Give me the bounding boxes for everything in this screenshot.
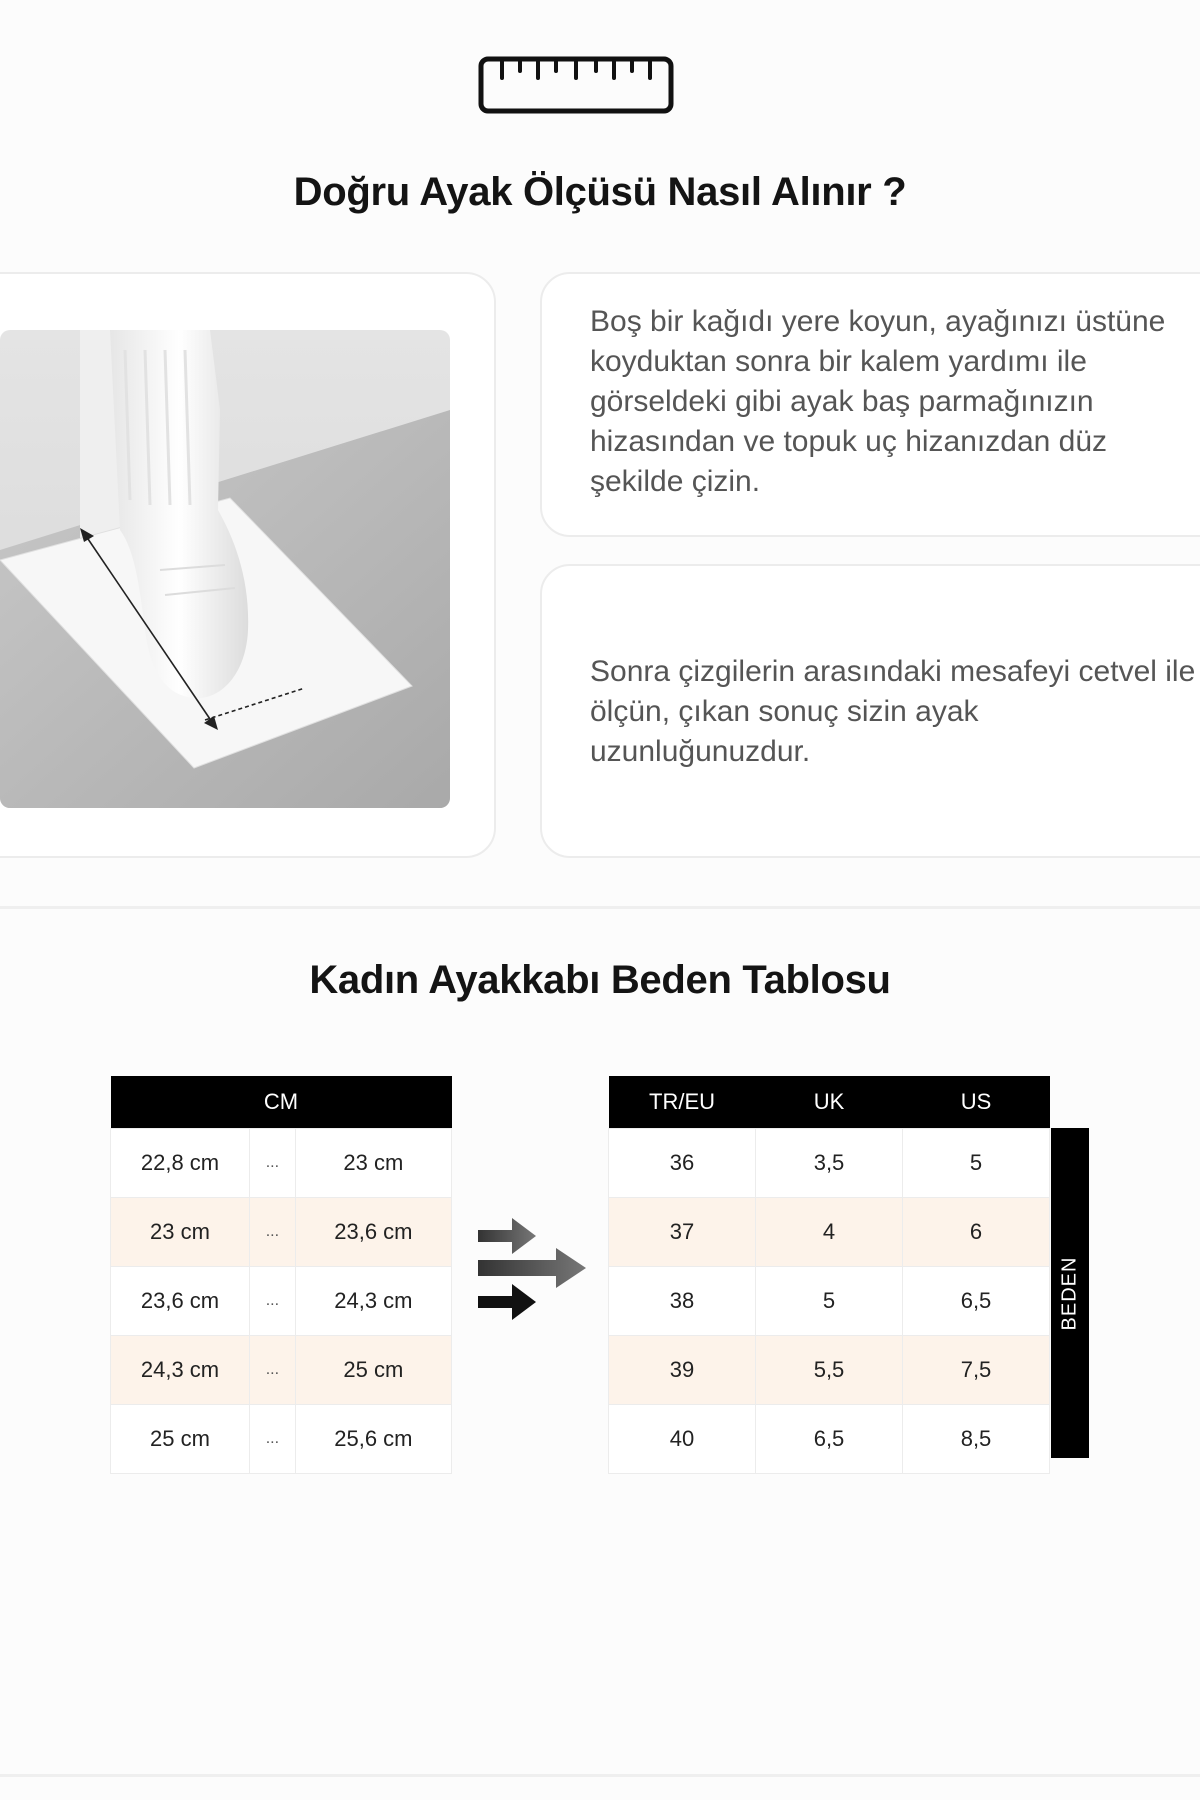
section-divider <box>0 906 1200 909</box>
cell-uk: 5 <box>756 1267 903 1336</box>
cell-uk: 5,5 <box>756 1336 903 1405</box>
cell-us: 8,5 <box>903 1405 1050 1474</box>
cm-from: 23,6 cm <box>111 1267 250 1336</box>
table-row <box>111 1405 452 1474</box>
cell-us: 6 <box>903 1198 1050 1267</box>
page-title: Doğru Ayak Ölçüsü Nasıl Alınır ? <box>293 170 907 214</box>
cm-to: 24,3 cm <box>295 1267 451 1336</box>
ruler-icon <box>478 56 674 114</box>
table-row <box>609 1129 1050 1198</box>
step-2-text: Sonra çizgilerin arasındaki mesafeyi cetvel ile ölçün, çıkan sonuç sizin ayak uzunluğunuzdur. <box>590 655 1196 768</box>
cell-tr-eu: 38 <box>609 1267 756 1336</box>
col-header-us: US <box>903 1076 1050 1129</box>
cm-to: 23 cm <box>295 1129 451 1198</box>
table-row <box>609 1405 1050 1474</box>
table-row <box>111 1267 452 1336</box>
step-1-text: Boş bir kağıdı yere koyun, ayağınızı üstüne koyduktan sonra bir kalem yardımı ile görseldeki gibi ayak baş parmağınızın hizasından ve topuk uç hizanızdan düz şekilde çizin. <box>590 305 1166 498</box>
size-table-title: Kadın Ayakkabı Beden Tablosu <box>309 958 891 1002</box>
cm-sep: ... <box>250 1336 296 1405</box>
step-2-card <box>540 564 1200 858</box>
cm-from: 25 cm <box>111 1405 250 1474</box>
foot-photo-card <box>0 272 496 858</box>
cm-sep: ... <box>250 1198 296 1267</box>
col-header-uk: UK <box>756 1076 903 1129</box>
cm-to: 23,6 cm <box>295 1198 451 1267</box>
cm-sep: ... <box>250 1267 296 1336</box>
col-header-tr-eu: TR/EU <box>609 1076 756 1129</box>
beden-label: BEDEN <box>1058 1256 1081 1330</box>
cell-uk: 6,5 <box>756 1405 903 1474</box>
beden-side-label <box>1051 1128 1089 1458</box>
cm-header: CM <box>111 1076 452 1129</box>
arrows-right-icon <box>476 1216 588 1326</box>
table-row <box>111 1336 452 1405</box>
cell-us: 6,5 <box>903 1267 1050 1336</box>
table-row <box>609 1198 1050 1267</box>
table-row <box>609 1336 1050 1405</box>
cm-table <box>110 1076 452 1474</box>
cell-tr-eu: 36 <box>609 1129 756 1198</box>
table-row <box>609 1267 1050 1336</box>
cell-tr-eu: 39 <box>609 1336 756 1405</box>
cm-sep: ... <box>250 1405 296 1474</box>
cm-from: 24,3 cm <box>111 1336 250 1405</box>
table-row <box>111 1129 452 1198</box>
cell-us: 5 <box>903 1129 1050 1198</box>
bottom-divider <box>0 1774 1200 1777</box>
cell-us: 7,5 <box>903 1336 1050 1405</box>
cm-sep: ... <box>250 1129 296 1198</box>
cm-to: 25 cm <box>295 1336 451 1405</box>
cm-to: 25,6 cm <box>295 1405 451 1474</box>
cell-tr-eu: 37 <box>609 1198 756 1267</box>
step-1-card <box>540 272 1200 537</box>
table-row <box>111 1198 452 1267</box>
cell-uk: 4 <box>756 1198 903 1267</box>
foot-measure-illustration <box>0 330 450 808</box>
cell-uk: 3,5 <box>756 1129 903 1198</box>
cell-tr-eu: 40 <box>609 1405 756 1474</box>
cm-from: 22,8 cm <box>111 1129 250 1198</box>
size-table <box>608 1076 1050 1474</box>
cm-from: 23 cm <box>111 1198 250 1267</box>
